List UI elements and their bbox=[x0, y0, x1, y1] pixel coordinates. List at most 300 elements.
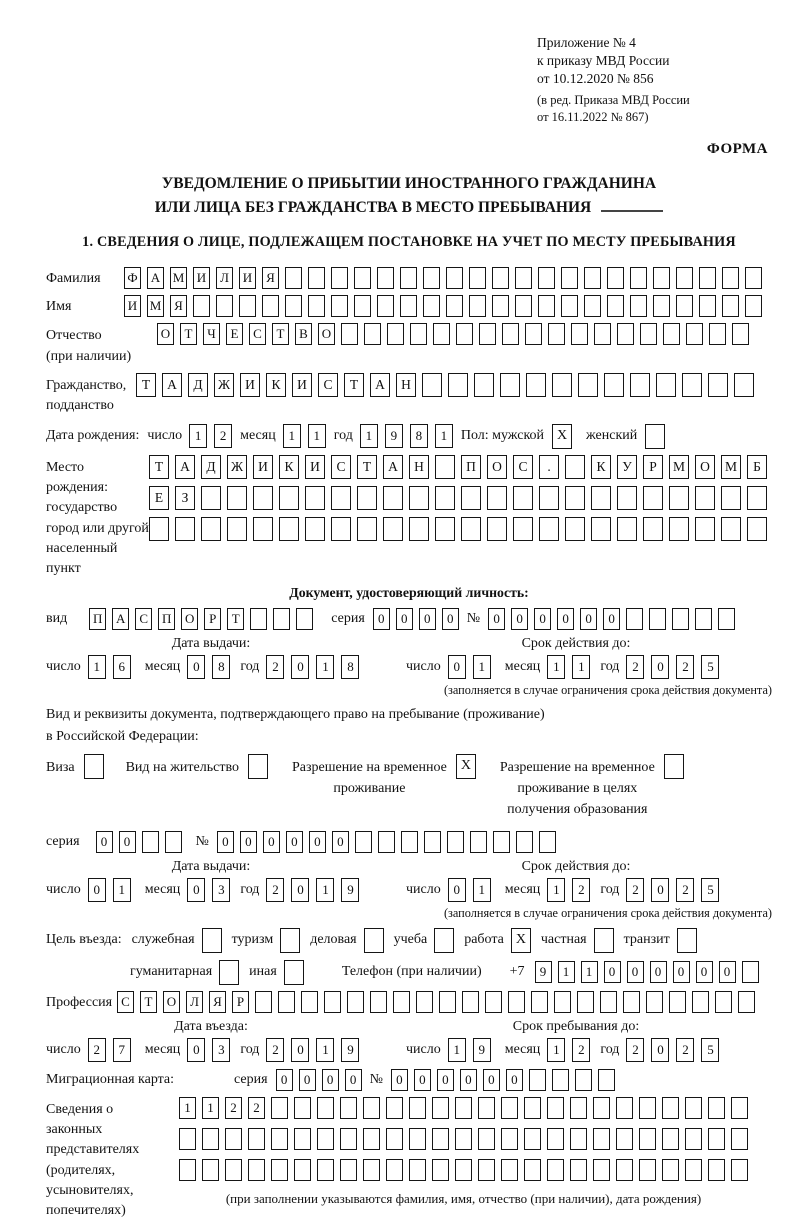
char-cell bbox=[639, 1097, 656, 1119]
char-cell bbox=[216, 295, 233, 317]
char-cell bbox=[447, 831, 464, 853]
char-cell bbox=[539, 517, 559, 541]
char-cell bbox=[662, 1159, 679, 1181]
char-cell bbox=[669, 517, 689, 541]
char-cell: 2 bbox=[572, 1038, 590, 1062]
char-cell bbox=[278, 991, 295, 1013]
char-cell: 0 bbox=[119, 831, 136, 853]
char-cell bbox=[570, 1128, 587, 1150]
char-cell bbox=[709, 323, 726, 345]
char-cell bbox=[469, 267, 486, 289]
char-cell bbox=[357, 486, 377, 510]
purpose-work: работа X bbox=[464, 928, 531, 953]
char-cell: Я bbox=[170, 295, 187, 317]
char-cell: 0 bbox=[332, 831, 349, 853]
char-cell bbox=[732, 323, 749, 345]
char-cell: Б bbox=[747, 455, 767, 479]
char-cell: 1 bbox=[88, 655, 106, 679]
char-cell bbox=[591, 486, 611, 510]
char-cell bbox=[355, 831, 372, 853]
char-cell: X bbox=[552, 424, 572, 449]
stay-until-heading: Срок пребывания до: bbox=[512, 1018, 640, 1034]
char-cell bbox=[435, 486, 455, 510]
char-cell bbox=[600, 991, 617, 1013]
option-temp-residence: Разрешение на временное проживание X bbox=[292, 754, 476, 799]
char-cell bbox=[193, 295, 210, 317]
field-name bbox=[46, 295, 772, 317]
char-cell: 0 bbox=[96, 831, 113, 853]
option-visa: Виза bbox=[46, 754, 104, 779]
char-cell: 2 bbox=[248, 1097, 265, 1119]
char-cell bbox=[731, 1128, 748, 1150]
char-cell: 0 bbox=[322, 1069, 339, 1091]
char-cell bbox=[383, 486, 403, 510]
char-cell bbox=[734, 373, 754, 397]
char-cell: У bbox=[617, 455, 637, 479]
char-cell: П bbox=[89, 608, 106, 630]
char-cell: А bbox=[162, 373, 182, 397]
char-cell bbox=[547, 1159, 564, 1181]
char-cell: 0 bbox=[345, 1069, 362, 1091]
char-cell bbox=[225, 1159, 242, 1181]
char-cell bbox=[478, 1097, 495, 1119]
char-cell bbox=[656, 373, 676, 397]
char-cell bbox=[386, 1128, 403, 1150]
visit-purpose-label: Цель въезда: bbox=[46, 932, 122, 948]
char-cell: 0 bbox=[580, 608, 597, 630]
migration-series-label: серия bbox=[234, 1071, 268, 1087]
char-cell bbox=[432, 1097, 449, 1119]
char-cell: 6 bbox=[113, 655, 131, 679]
char-cell bbox=[513, 517, 533, 541]
char-cell: 2 bbox=[572, 878, 590, 902]
char-cell: Р bbox=[204, 608, 221, 630]
char-cell: 3 bbox=[212, 878, 230, 902]
char-cell bbox=[474, 373, 494, 397]
char-cell bbox=[529, 1069, 546, 1091]
char-cell bbox=[479, 323, 496, 345]
issue-date-heading: Дата выдачи: bbox=[171, 636, 251, 652]
field-patronymic bbox=[46, 323, 772, 367]
char-cell: 0 bbox=[286, 831, 303, 853]
char-cell bbox=[584, 267, 601, 289]
entry-year-cells bbox=[266, 1038, 359, 1062]
char-cell: 0 bbox=[414, 1069, 431, 1091]
char-cell bbox=[255, 991, 272, 1013]
char-cell bbox=[285, 295, 302, 317]
doc-kind-label: вид bbox=[46, 611, 68, 627]
char-cell: Ж bbox=[227, 455, 247, 479]
char-cell: 2 bbox=[88, 1038, 106, 1062]
name-label: Имя bbox=[46, 299, 72, 315]
char-cell bbox=[422, 373, 442, 397]
entry-date-group: число 2 7 месяц 0 3 год 2 0 1 9 bbox=[46, 1038, 406, 1062]
stay-month-cells bbox=[547, 1038, 590, 1062]
char-cell: 0 bbox=[696, 961, 713, 983]
field-birth-place bbox=[46, 455, 772, 580]
char-cell: Т bbox=[344, 373, 364, 397]
char-cell: 8 bbox=[341, 655, 359, 679]
char-cell: 2 bbox=[225, 1097, 242, 1119]
char-cell: П bbox=[461, 455, 481, 479]
option-residence-permit: Вид на жительство bbox=[126, 754, 268, 779]
char-cell bbox=[747, 486, 767, 510]
char-cell bbox=[623, 991, 640, 1013]
char-cell: 0 bbox=[627, 961, 644, 983]
purpose-study: учеба bbox=[394, 928, 455, 953]
char-cell bbox=[685, 1097, 702, 1119]
birth-date-month-group: месяц 1 1 bbox=[240, 424, 326, 448]
char-cell bbox=[331, 295, 348, 317]
residence-expiry-year-cells bbox=[626, 878, 719, 902]
char-cell bbox=[400, 295, 417, 317]
char-cell bbox=[708, 1159, 725, 1181]
birth-date-day-group: число 1 2 bbox=[147, 424, 232, 448]
representatives-section bbox=[46, 1097, 772, 1222]
char-cell bbox=[248, 1159, 265, 1181]
char-cell bbox=[363, 1097, 380, 1119]
char-cell bbox=[280, 928, 300, 953]
char-cell bbox=[561, 295, 578, 317]
char-cell bbox=[455, 1159, 472, 1181]
char-cell: 5 bbox=[701, 655, 719, 679]
char-cell: 0 bbox=[217, 831, 234, 853]
char-cell bbox=[630, 295, 647, 317]
page-title bbox=[46, 172, 772, 220]
char-cell: 0 bbox=[534, 608, 551, 630]
char-cell bbox=[524, 1097, 541, 1119]
appendix-line: от 10.12.2020 № 856 bbox=[537, 70, 654, 86]
char-cell bbox=[364, 928, 384, 953]
residence-number-sign: № bbox=[195, 833, 209, 849]
char-cell bbox=[616, 1097, 633, 1119]
char-cell bbox=[708, 1097, 725, 1119]
char-cell bbox=[423, 295, 440, 317]
char-cell bbox=[279, 486, 299, 510]
char-cell bbox=[364, 323, 381, 345]
char-cell bbox=[742, 961, 759, 983]
char-cell bbox=[492, 295, 509, 317]
char-cell bbox=[262, 295, 279, 317]
char-cell bbox=[149, 517, 169, 541]
temp-residence-checkbox bbox=[456, 754, 476, 779]
char-cell: О bbox=[318, 323, 335, 345]
char-cell: М bbox=[669, 455, 689, 479]
char-cell: 0 bbox=[448, 655, 466, 679]
char-cell bbox=[142, 831, 159, 853]
char-cell bbox=[643, 517, 663, 541]
char-cell bbox=[662, 1128, 679, 1150]
char-cell bbox=[401, 831, 418, 853]
char-cell bbox=[400, 267, 417, 289]
char-cell bbox=[685, 1159, 702, 1181]
char-cell: 1 bbox=[448, 1038, 466, 1062]
char-cell: 1 bbox=[558, 961, 575, 983]
char-cell: 9 bbox=[385, 424, 403, 448]
purpose-commercial: деловая bbox=[310, 928, 383, 953]
representatives-label: Сведения о законных представителях (родителях, усыновителях, попечителях) bbox=[46, 1101, 140, 1219]
char-cell: 0 bbox=[448, 878, 466, 902]
migration-number-cells bbox=[391, 1069, 615, 1091]
char-cell: О bbox=[181, 608, 198, 630]
char-cell: А bbox=[112, 608, 129, 630]
char-cell: И bbox=[239, 267, 256, 289]
citizenship-label: Гражданство, подданство bbox=[46, 378, 127, 414]
char-cell bbox=[271, 1128, 288, 1150]
char-cell: А bbox=[370, 373, 390, 397]
char-cell: С bbox=[513, 455, 533, 479]
char-cell bbox=[478, 1128, 495, 1150]
char-cell: И bbox=[305, 455, 325, 479]
char-cell bbox=[538, 295, 555, 317]
char-cell: 1 bbox=[189, 424, 207, 448]
char-cell bbox=[685, 1128, 702, 1150]
char-cell bbox=[721, 517, 741, 541]
char-cell bbox=[672, 608, 689, 630]
char-cell bbox=[354, 267, 371, 289]
char-cell bbox=[324, 991, 341, 1013]
char-cell: . bbox=[539, 455, 559, 479]
char-cell bbox=[539, 486, 559, 510]
edu-residence-checkbox bbox=[664, 754, 684, 779]
char-cell bbox=[561, 267, 578, 289]
patronymic-cells bbox=[157, 323, 749, 345]
char-cell: 5 bbox=[701, 1038, 719, 1062]
entry-month-cells bbox=[187, 1038, 230, 1062]
char-cell bbox=[607, 267, 624, 289]
char-cell bbox=[439, 991, 456, 1013]
birth-place-row3 bbox=[149, 517, 767, 541]
entry-dates bbox=[46, 1019, 772, 1062]
char-cell bbox=[524, 1128, 541, 1150]
char-cell: Т bbox=[149, 455, 169, 479]
char-cell bbox=[201, 517, 221, 541]
birth-month-cells bbox=[283, 424, 326, 448]
char-cell bbox=[570, 1159, 587, 1181]
char-cell bbox=[435, 517, 455, 541]
char-cell bbox=[745, 267, 762, 289]
char-cell bbox=[630, 373, 650, 397]
char-cell: М bbox=[170, 267, 187, 289]
residence-issue-day-cells bbox=[88, 878, 131, 902]
residence-issue-year-cells bbox=[266, 878, 359, 902]
char-cell bbox=[423, 267, 440, 289]
profession-label: Профессия bbox=[46, 994, 113, 1010]
char-cell: 2 bbox=[626, 655, 644, 679]
issue-month-cells bbox=[187, 655, 230, 679]
char-cell bbox=[531, 991, 548, 1013]
char-cell: Д bbox=[188, 373, 208, 397]
expiry-year-cells bbox=[626, 655, 719, 679]
char-cell bbox=[492, 267, 509, 289]
char-cell bbox=[248, 754, 268, 779]
char-cell bbox=[722, 295, 739, 317]
birth-date-year-group: год 1 9 8 1 bbox=[334, 424, 453, 448]
char-cell: Л bbox=[186, 991, 203, 1013]
char-cell bbox=[485, 991, 502, 1013]
char-cell bbox=[331, 517, 351, 541]
char-cell bbox=[677, 928, 697, 953]
char-cell bbox=[284, 960, 304, 985]
expiry-day-cells bbox=[448, 655, 491, 679]
char-cell bbox=[227, 486, 247, 510]
char-cell: 0 bbox=[240, 831, 257, 853]
char-cell bbox=[409, 1097, 426, 1119]
transit-checkbox bbox=[677, 928, 697, 953]
char-cell: 0 bbox=[373, 608, 390, 630]
char-cell: 2 bbox=[676, 1038, 694, 1062]
char-cell bbox=[493, 831, 510, 853]
char-cell bbox=[501, 1128, 518, 1150]
char-cell bbox=[354, 295, 371, 317]
char-cell: С bbox=[331, 455, 351, 479]
char-cell: 1 bbox=[581, 961, 598, 983]
char-cell bbox=[547, 1128, 564, 1150]
char-cell: 0 bbox=[650, 961, 667, 983]
char-cell bbox=[219, 960, 239, 985]
char-cell: 0 bbox=[651, 1038, 669, 1062]
char-cell bbox=[616, 1128, 633, 1150]
char-cell: О bbox=[163, 991, 180, 1013]
char-cell bbox=[538, 267, 555, 289]
char-cell bbox=[383, 517, 403, 541]
purpose-humanitarian: гуманитарная bbox=[130, 960, 239, 985]
char-cell bbox=[718, 608, 735, 630]
char-cell: А bbox=[147, 267, 164, 289]
residence-expiry-heading: Срок действия до: bbox=[521, 858, 631, 874]
surname-cells bbox=[124, 267, 762, 289]
char-cell bbox=[370, 991, 387, 1013]
char-cell bbox=[593, 1128, 610, 1150]
char-cell bbox=[515, 295, 532, 317]
char-cell: 0 bbox=[396, 608, 413, 630]
char-cell: 0 bbox=[488, 608, 505, 630]
char-cell bbox=[617, 323, 634, 345]
char-cell: 1 bbox=[316, 878, 334, 902]
char-cell: 1 bbox=[547, 655, 565, 679]
birth-day-cells bbox=[189, 424, 232, 448]
issue-year-cells bbox=[266, 655, 359, 679]
char-cell: Т bbox=[136, 373, 156, 397]
char-cell: Т bbox=[180, 323, 197, 345]
char-cell: 1 bbox=[473, 878, 491, 902]
char-cell: 2 bbox=[626, 1038, 644, 1062]
form-label: ФОРМА bbox=[706, 141, 768, 158]
char-cell: 0 bbox=[187, 1038, 205, 1062]
char-cell: О bbox=[695, 455, 715, 479]
char-cell bbox=[424, 831, 441, 853]
char-cell bbox=[248, 1128, 265, 1150]
char-cell bbox=[294, 1097, 311, 1119]
char-cell bbox=[745, 295, 762, 317]
char-cell: 1 bbox=[473, 655, 491, 679]
char-cell bbox=[500, 373, 520, 397]
char-cell: X bbox=[511, 928, 531, 953]
char-cell bbox=[501, 1159, 518, 1181]
tourism-checkbox bbox=[280, 928, 300, 953]
char-cell bbox=[386, 1097, 403, 1119]
char-cell: И bbox=[124, 295, 141, 317]
char-cell bbox=[377, 295, 394, 317]
char-cell: 1 bbox=[308, 424, 326, 448]
char-cell: 0 bbox=[651, 878, 669, 902]
appendix-line: к приказу МВД России bbox=[537, 52, 670, 68]
residence-doc-intro: Вид и реквизиты документа, подтверждающего право на пребывание (проживание) в Российской Федерации: bbox=[46, 707, 545, 745]
representatives-row2 bbox=[179, 1128, 748, 1150]
phone-label: Телефон (при наличии) bbox=[341, 964, 482, 980]
char-cell bbox=[409, 1159, 426, 1181]
char-cell: М bbox=[721, 455, 741, 479]
sex-male-checkbox bbox=[552, 424, 572, 449]
char-cell: С bbox=[249, 323, 266, 345]
char-cell bbox=[722, 267, 739, 289]
purpose-private: частная bbox=[541, 928, 614, 953]
char-cell: С bbox=[135, 608, 152, 630]
char-cell bbox=[165, 831, 182, 853]
char-cell bbox=[708, 373, 728, 397]
char-cell: 0 bbox=[483, 1069, 500, 1091]
char-cell bbox=[253, 486, 273, 510]
char-cell bbox=[616, 1159, 633, 1181]
char-cell bbox=[435, 455, 455, 479]
char-cell: 1 bbox=[360, 424, 378, 448]
char-cell bbox=[639, 1128, 656, 1150]
char-cell bbox=[487, 517, 507, 541]
char-cell: 5 bbox=[701, 878, 719, 902]
char-cell: 1 bbox=[179, 1097, 196, 1119]
char-cell bbox=[570, 1097, 587, 1119]
char-cell: С bbox=[117, 991, 134, 1013]
char-cell bbox=[393, 991, 410, 1013]
char-cell bbox=[461, 486, 481, 510]
char-cell bbox=[409, 486, 429, 510]
char-cell bbox=[664, 754, 684, 779]
char-cell bbox=[649, 608, 666, 630]
char-cell bbox=[593, 1159, 610, 1181]
char-cell: 0 bbox=[88, 878, 106, 902]
blank-underline bbox=[601, 196, 663, 212]
private-checkbox bbox=[594, 928, 614, 953]
char-cell bbox=[340, 1159, 357, 1181]
char-cell bbox=[639, 1159, 656, 1181]
field-surname bbox=[46, 267, 772, 289]
identity-doc-dates bbox=[46, 636, 772, 698]
char-cell: 0 bbox=[437, 1069, 454, 1091]
char-cell: О bbox=[157, 323, 174, 345]
char-cell bbox=[539, 831, 556, 853]
char-cell: О bbox=[487, 455, 507, 479]
char-cell: Е bbox=[149, 486, 169, 510]
char-cell bbox=[202, 1128, 219, 1150]
representatives-row3 bbox=[179, 1159, 748, 1181]
char-cell bbox=[446, 267, 463, 289]
doc-number-cells bbox=[488, 608, 735, 630]
char-cell: 0 bbox=[187, 878, 205, 902]
char-cell bbox=[271, 1097, 288, 1119]
char-cell: 1 bbox=[316, 1038, 334, 1062]
char-cell bbox=[715, 991, 732, 1013]
patronymic-label: Отчество (при наличии) bbox=[46, 328, 132, 364]
char-cell: Е bbox=[226, 323, 243, 345]
char-cell bbox=[653, 295, 670, 317]
char-cell bbox=[565, 517, 585, 541]
stay-until-group: число 1 9 месяц 1 2 год 2 0 2 5 bbox=[406, 1038, 772, 1062]
char-cell bbox=[387, 323, 404, 345]
char-cell: Д bbox=[201, 455, 221, 479]
char-cell bbox=[201, 486, 221, 510]
char-cell: 1 bbox=[572, 655, 590, 679]
char-cell bbox=[653, 267, 670, 289]
